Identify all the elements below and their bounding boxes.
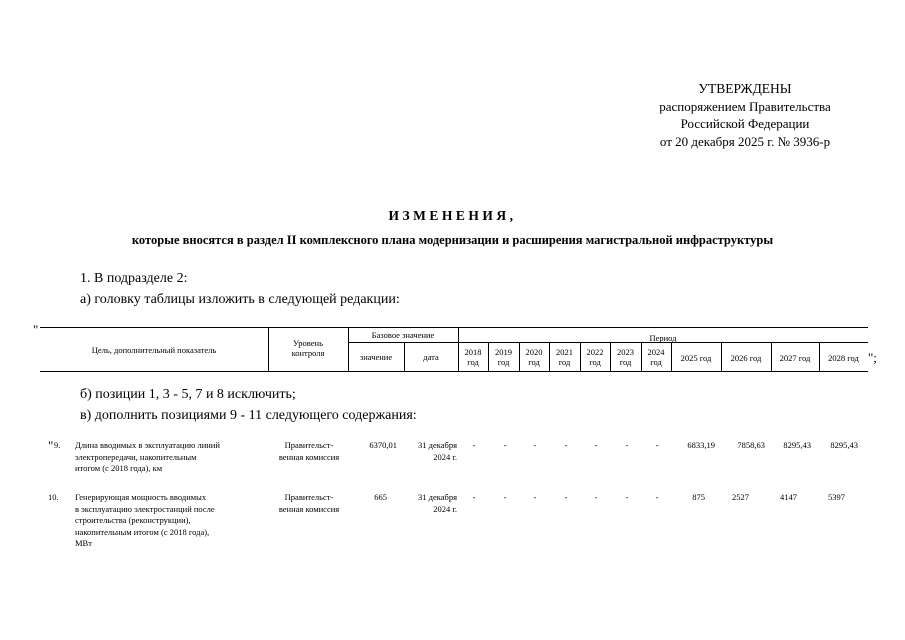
row-value-2026: 2527 — [732, 492, 749, 502]
year-number: 2023 — [617, 347, 634, 357]
row-dash-2021: - — [564, 492, 568, 502]
header-year-2023 — [610, 347, 641, 367]
row-indicator-line: накопительным итогом (с 2018 года), — [75, 526, 210, 537]
close-quote: "; — [868, 350, 877, 365]
row-base-date-line: 31 декабря — [418, 440, 457, 450]
paragraph-a: а) головку таблицы изложить в следующей редакции: — [80, 292, 400, 307]
approval-date-line: от 20 декабря 2025 г. № 3936-р — [659, 133, 831, 149]
row-dash-2021: - — [564, 440, 568, 450]
header-level-line: контроля — [291, 348, 325, 358]
year-number: 2020 — [525, 347, 543, 357]
row-indicator-line: Длина вводимых в эксплуатацию линий — [75, 440, 220, 450]
year-label: год — [528, 357, 540, 367]
row-dash-2018: - — [472, 492, 476, 502]
row-indicator-line: итогом (с 2018 года), км — [75, 463, 163, 473]
header-level — [268, 338, 348, 358]
header-goal: Цель, дополнительный показатель — [91, 345, 217, 355]
paragraph-c: в) дополнить позициями 9 - 11 следующего содержания: — [80, 408, 417, 423]
header-year-2024 — [641, 347, 671, 367]
row-base-date-line: 2024 г. — [433, 451, 457, 462]
row-indicator-line: электропередачи, накопительным — [75, 451, 197, 462]
year-label: год — [467, 357, 479, 367]
row-dash-2019: - — [503, 440, 507, 450]
row-value-2026: 7858,63 — [737, 440, 765, 450]
row-base-value: 6370,01 — [369, 440, 397, 450]
row-dash-2024: - — [655, 492, 659, 502]
row-dash-2018: - — [472, 440, 476, 450]
paragraph-b: б) позиции 1, 3 - 5, 7 и 8 исключить; — [80, 387, 296, 402]
row-number: 10. — [48, 492, 59, 502]
year-label: год — [497, 357, 510, 367]
row-value-2025: 6833,19 — [687, 440, 715, 450]
row-level-line: венная комиссия — [278, 451, 340, 462]
row-indicator-line: Генерирующая мощность вводимых — [75, 492, 207, 502]
header-year-2021 — [549, 347, 580, 367]
row-value-2028: 5397 — [828, 492, 845, 502]
document-subtitle: которые вносятся в раздел II комплексного плана модернизации и расширения магистральной инфраструктуры — [131, 233, 774, 247]
row-base-value: 665 — [374, 492, 387, 502]
row-value-2025: 875 — [692, 492, 705, 502]
header-year-2018 — [458, 347, 488, 367]
row-dash-2022: - — [594, 440, 598, 450]
row-dash-2020: - — [533, 440, 537, 450]
header-year-2025: 2025 год — [680, 353, 712, 363]
document-title: ИЗМЕНЕНИЯ, — [388, 208, 517, 223]
header-year-2022 — [580, 347, 610, 367]
row-indicator-line: МВт — [75, 538, 92, 548]
row-value-2027: 4147 — [780, 492, 797, 502]
year-number: 2019 — [495, 347, 512, 357]
row-dash-2022: - — [594, 492, 598, 502]
row-indicator — [75, 440, 270, 475]
table-header — [40, 327, 868, 372]
year-number: 2021 — [556, 347, 573, 357]
row-dash-2024: - — [655, 440, 659, 450]
header-year-2020 — [519, 347, 549, 367]
open-quote: " — [48, 438, 54, 453]
row-value-2028: 8295,43 — [830, 440, 858, 450]
row-level-line: Правительст- — [284, 492, 334, 502]
header-base-date: дата — [423, 352, 439, 362]
paragraph-1: 1. В подразделе 2: — [80, 271, 188, 286]
year-label: год — [589, 357, 601, 367]
row-dash-2023: - — [625, 440, 629, 450]
open-quote: " — [33, 322, 39, 337]
header-year-2026: 2026 год — [730, 353, 762, 363]
header-base-value: значение — [359, 352, 393, 362]
header-year-2019 — [488, 347, 519, 367]
row-level-line: Правительст- — [284, 440, 334, 450]
row-dash-2019: - — [503, 492, 507, 502]
header-period: Период — [649, 333, 677, 343]
approval-line: распоряжением Правительства — [659, 98, 831, 114]
row-value-2027: 8295,43 — [783, 440, 811, 450]
header-level-line: Уровень — [293, 338, 323, 348]
row-indicator-line: в эксплуатацию электростанций после — [75, 503, 215, 514]
row-base-date — [400, 492, 457, 515]
year-number: 2018 — [464, 347, 482, 357]
approval-heading: УТВЕРЖДЕНЫ — [698, 81, 792, 96]
year-label: год — [558, 357, 571, 367]
approval-line: Российской Федерации — [680, 116, 810, 131]
row-base-date — [400, 440, 457, 463]
row-indicator — [75, 492, 270, 550]
header-base: Базовое значение — [371, 330, 435, 340]
row-dash-2020: - — [533, 492, 537, 502]
row-level — [268, 440, 350, 463]
year-number: 2024 — [647, 347, 665, 357]
year-label: год — [619, 357, 632, 367]
approval-block — [630, 80, 860, 150]
header-year-2027: 2027 год — [779, 353, 811, 363]
year-label: год — [650, 357, 662, 367]
row-level-line: венная комиссия — [278, 503, 340, 514]
header-year-2028: 2028 год — [828, 353, 859, 363]
row-level — [268, 492, 350, 515]
row-indicator-line: строительства (реконструкции), — [75, 515, 191, 525]
row-base-date-line: 31 декабря — [418, 492, 457, 502]
row-dash-2023: - — [625, 492, 629, 502]
row-base-date-line: 2024 г. — [433, 503, 457, 514]
row-number: 9. — [54, 440, 61, 450]
year-number: 2022 — [586, 347, 604, 357]
